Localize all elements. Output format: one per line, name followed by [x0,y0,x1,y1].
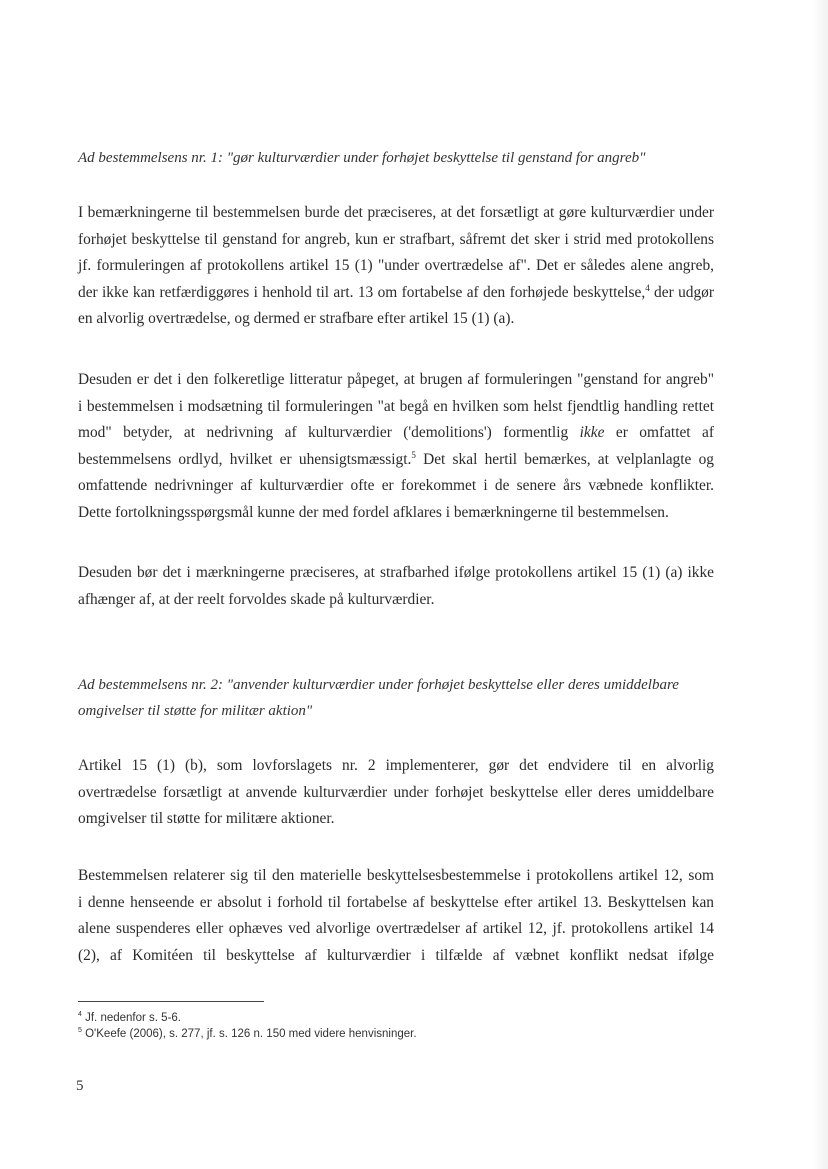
paragraph-2-line-5: omfattende nedrivninger af kulturværdier ofte er forekommet i de senere års væbnede konflikter. [78,477,714,494]
footnote-separator [78,1001,264,1002]
paragraph-2-line-4b: Det skal hertil bemærkes, at velplanlagte og [415,450,714,468]
paragraph-5-line-3: alene suspenderes eller ophæves ved alvorlige overtrædelser af artikel 12, jf. protokollens artikel 14 [78,920,714,937]
paragraph-4-line-2: overtrædelse forsætligt at anvende kulturværdier under forhøjet beskyttelse eller deres umiddelbare [78,783,714,801]
heading-1-quote: "gør kulturværdier under forhøjet beskyttelse til genstand for angreb" [226,150,646,166]
paragraph-4 [78,753,714,833]
emphasis-ikke: ikke [579,424,605,441]
paragraph-5-line-4: (2), af Komitéen til beskyttelse af kulturværdier i tilfælde af væbnet konflikt nedsat ifølge [78,946,714,964]
paragraph-2 [78,367,714,526]
paragraph-1-line-2: forhøjet beskyttelse til genstand for angreb, kun er strafbart, såfremt det sker i strid med protokollens [78,230,714,248]
paragraph-2-line-3a: mod" betyder, at nedrivning af kulturværdier ('demolitions') formentlig [78,424,580,441]
footnote-4-number: 4 [78,1011,82,1019]
paragraph-3-line-2: afhænger af, at der reelt forvoldes skade på kulturværdier. [78,590,435,608]
paragraph-2-line-3 [78,420,714,447]
paragraph-2-line-6: Dette fortolkningsspørgsmål kunne der med fordel afklares i bemærkningerne til bestemmelsen. [78,503,669,521]
footnote-4 [78,1011,181,1026]
paragraph-1-line-4 [78,280,714,307]
paragraph-3 [78,560,714,613]
paragraph-1-line-1: I bemærkningerne til bestemmelsen burde det præciseres, at det forsætligt at gøre kulturværdier under [78,204,714,221]
page-edge-shadow [812,0,828,1169]
heading-2-line-2: omgivelser til støtte for militær aktion" [78,703,313,719]
paragraph-2-line-4a: bestemmelsens ordlyd, hvilket er uhensigtsmæssigt. [78,450,412,468]
paragraph-4-line-3: omgivelser til støtte for militære aktioner. [78,810,335,827]
paragraph-2-line-3b: er omfattet af [604,424,714,441]
paragraph-2-line-4 [78,447,714,474]
paragraph-2-line-1: Desuden er det i den folkeretlige litteratur påpeget, at brugen af formuleringen "genstand for angreb" [78,371,714,388]
paragraph-1-line-3: jf. formuleringen af protokollens artikel 15 (1) "under overtrædelse af". Det er således alene angreb, [78,257,714,274]
footnote-5 [78,1027,417,1042]
footnote-4-text: Jf. nedenfor s. 5-6. [85,1012,181,1024]
paragraph-5 [78,863,714,969]
footnote-5-text: O'Keefe (2006), s. 277, jf. s. 126 n. 150 med videre henvisninger. [85,1028,417,1040]
footnote-5-number: 5 [78,1027,82,1035]
paragraph-5-line-2: i denne henseende er absolut i forhold til fortabelse af beskyttelse efter artikel 13. Beskyttelsen kan [78,893,714,911]
paragraph-3-line-1: Desuden bør det i mærkningerne præciseres, at strafbarhed ifølge protokollens artikel 15 (1) (a) ikke [78,564,714,581]
footnote-ref-4[interactable]: 4 [645,282,650,293]
paragraph-5-line-1: Bestemmelsen relaterer sig til den materielle beskyttelsesbestemmelse i protokollens artikel 12, som [78,867,714,884]
paragraph-1-line-4b: der udgør [649,283,714,301]
heading-1-prefix: Ad bestemmelsens nr. 1: [78,150,227,166]
paragraph-4-line-1: Artikel 15 (1) (b), som lovforslagets nr. 2 implementerer, gør det endvidere til en alvorlig [78,757,714,774]
footnote-ref-5[interactable]: 5 [411,449,416,460]
page-number: 5 [76,1078,84,1094]
paragraph-1-line-5: en alvorlig overtrædelse, og dermed er strafbare efter artikel 15 (1) (a). [78,310,515,327]
paragraph-1-line-4a: der ikke kan retfærdiggøres i henhold til art. 13 om fortabelse af den forhøjede beskyttelse, [78,283,646,301]
paragraph-2-line-2: i bestemmelsen i modsætning til formuleringen "at begå en hvilken som helst fjendtlig handling rettet [78,397,714,415]
paragraph-1 [78,200,714,333]
section-heading-2 [78,672,718,724]
section-heading-1 [78,145,718,171]
heading-2-line-1: Ad bestemmelsens nr. 2: "anvender kulturværdier under forhøjet beskyttelse eller deres umiddelbare [78,677,679,693]
